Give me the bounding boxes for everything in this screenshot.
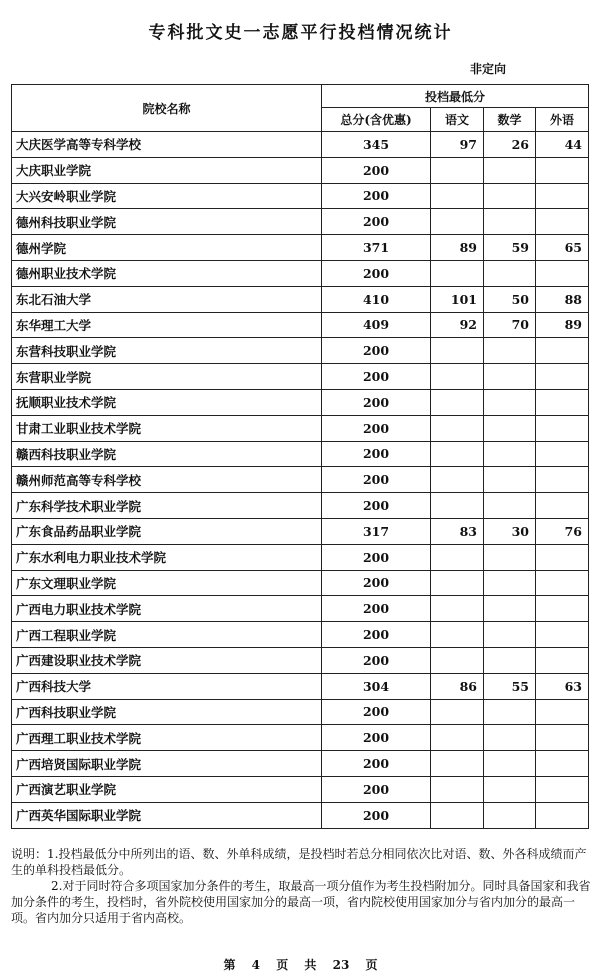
row-chinese-score bbox=[431, 389, 484, 415]
row-math-score bbox=[484, 493, 536, 519]
row-math-score bbox=[484, 544, 536, 570]
row-school-name: 广东科学技术职业学院 bbox=[12, 493, 322, 519]
table-row bbox=[12, 312, 589, 338]
table-row bbox=[12, 647, 589, 673]
row-total-score: 200 bbox=[322, 802, 431, 828]
row-chinese-score: 86 bbox=[431, 673, 484, 699]
row-math-score bbox=[484, 209, 536, 235]
row-total-score: 200 bbox=[322, 389, 431, 415]
header-min-score-group: 投档最低分 bbox=[322, 85, 589, 108]
row-chinese-score bbox=[431, 338, 484, 364]
row-total-score: 200 bbox=[322, 260, 431, 286]
row-chinese-score: 101 bbox=[431, 286, 484, 312]
row-foreign-score bbox=[536, 776, 589, 802]
row-foreign-score bbox=[536, 647, 589, 673]
footer-word-page-unit: 页 bbox=[276, 958, 289, 972]
table-row bbox=[12, 286, 589, 312]
row-total-score: 200 bbox=[322, 183, 431, 209]
row-foreign-score bbox=[536, 338, 589, 364]
row-total-score: 200 bbox=[322, 544, 431, 570]
row-chinese-score: 89 bbox=[431, 235, 484, 261]
table-row bbox=[12, 132, 589, 158]
row-chinese-score bbox=[431, 441, 484, 467]
row-chinese-score bbox=[431, 596, 484, 622]
table-row bbox=[12, 235, 589, 261]
table-row bbox=[12, 157, 589, 183]
row-math-score: 70 bbox=[484, 312, 536, 338]
row-chinese-score bbox=[431, 467, 484, 493]
table-row bbox=[12, 725, 589, 751]
footer-word-total: 共 bbox=[304, 958, 317, 972]
row-total-score: 410 bbox=[322, 286, 431, 312]
row-chinese-score bbox=[431, 209, 484, 235]
header-math: 数学 bbox=[484, 108, 536, 132]
row-chinese-score: 92 bbox=[431, 312, 484, 338]
row-total-score: 200 bbox=[322, 622, 431, 648]
row-foreign-score bbox=[536, 802, 589, 828]
table-row bbox=[12, 570, 589, 596]
table-row bbox=[12, 415, 589, 441]
row-math-score bbox=[484, 699, 536, 725]
page-footer bbox=[0, 956, 601, 973]
header-school-name: 院校名称 bbox=[12, 85, 322, 132]
row-foreign-score bbox=[536, 157, 589, 183]
row-chinese-score: 83 bbox=[431, 518, 484, 544]
table-row bbox=[12, 699, 589, 725]
row-foreign-score: 76 bbox=[536, 518, 589, 544]
row-total-score: 200 bbox=[322, 364, 431, 390]
row-school-name: 广东文理职业学院 bbox=[12, 570, 322, 596]
row-school-name: 德州职业技术学院 bbox=[12, 260, 322, 286]
row-total-score: 200 bbox=[322, 467, 431, 493]
row-foreign-score bbox=[536, 699, 589, 725]
row-school-name: 广东水利电力职业技术学院 bbox=[12, 544, 322, 570]
table-row bbox=[12, 673, 589, 699]
row-math-score bbox=[484, 389, 536, 415]
row-foreign-score bbox=[536, 751, 589, 777]
admission-score-table bbox=[11, 84, 589, 829]
row-total-score: 200 bbox=[322, 338, 431, 364]
row-school-name: 广西科技职业学院 bbox=[12, 699, 322, 725]
row-chinese-score bbox=[431, 157, 484, 183]
row-chinese-score: 97 bbox=[431, 132, 484, 158]
row-math-score bbox=[484, 467, 536, 493]
row-chinese-score bbox=[431, 493, 484, 519]
row-foreign-score: 88 bbox=[536, 286, 589, 312]
row-foreign-score bbox=[536, 260, 589, 286]
row-school-name: 东营科技职业学院 bbox=[12, 338, 322, 364]
row-total-score: 200 bbox=[322, 699, 431, 725]
row-foreign-score bbox=[536, 493, 589, 519]
row-school-name: 甘肃工业职业技术学院 bbox=[12, 415, 322, 441]
row-school-name: 东北石油大学 bbox=[12, 286, 322, 312]
table-row bbox=[12, 776, 589, 802]
row-total-score: 200 bbox=[322, 751, 431, 777]
row-math-score bbox=[484, 647, 536, 673]
footer-page-number: 4 bbox=[251, 958, 261, 972]
table-row bbox=[12, 441, 589, 467]
row-total-score: 200 bbox=[322, 725, 431, 751]
table-row bbox=[12, 802, 589, 828]
table-row bbox=[12, 493, 589, 519]
row-chinese-score bbox=[431, 364, 484, 390]
row-total-score: 200 bbox=[322, 493, 431, 519]
row-foreign-score bbox=[536, 570, 589, 596]
row-foreign-score bbox=[536, 441, 589, 467]
row-school-name: 广西工程职业学院 bbox=[12, 622, 322, 648]
table-body bbox=[12, 132, 589, 829]
table-row bbox=[12, 518, 589, 544]
page-title: 专科批文史一志愿平行投档情况统计 bbox=[148, 23, 453, 43]
header-foreign-language: 外语 bbox=[536, 108, 589, 132]
row-math-score bbox=[484, 776, 536, 802]
row-chinese-score bbox=[431, 622, 484, 648]
row-math-score bbox=[484, 415, 536, 441]
row-school-name: 广东食品药品职业学院 bbox=[12, 518, 322, 544]
row-chinese-score bbox=[431, 183, 484, 209]
row-chinese-score bbox=[431, 751, 484, 777]
row-math-score bbox=[484, 364, 536, 390]
row-total-score: 345 bbox=[322, 132, 431, 158]
row-math-score bbox=[484, 751, 536, 777]
row-foreign-score bbox=[536, 544, 589, 570]
row-school-name: 赣西科技职业学院 bbox=[12, 441, 322, 467]
row-school-name: 大庆医学高等专科学校 bbox=[12, 132, 322, 158]
notes-section bbox=[11, 846, 591, 926]
table-row bbox=[12, 596, 589, 622]
table-row bbox=[12, 183, 589, 209]
row-foreign-score bbox=[536, 364, 589, 390]
row-foreign-score: 63 bbox=[536, 673, 589, 699]
row-school-name: 广西科技大学 bbox=[12, 673, 322, 699]
row-chinese-score bbox=[431, 802, 484, 828]
row-foreign-score bbox=[536, 183, 589, 209]
row-math-score: 30 bbox=[484, 518, 536, 544]
row-total-score: 304 bbox=[322, 673, 431, 699]
row-foreign-score: 65 bbox=[536, 235, 589, 261]
row-school-name: 广西英华国际职业学院 bbox=[12, 802, 322, 828]
row-school-name: 广西培贤国际职业学院 bbox=[12, 751, 322, 777]
row-chinese-score bbox=[431, 776, 484, 802]
header-chinese: 语文 bbox=[431, 108, 484, 132]
row-math-score bbox=[484, 441, 536, 467]
row-total-score: 200 bbox=[322, 596, 431, 622]
subtitle-label: 非定向 bbox=[470, 62, 507, 76]
row-math-score bbox=[484, 802, 536, 828]
row-school-name: 东营职业学院 bbox=[12, 364, 322, 390]
row-math-score: 50 bbox=[484, 286, 536, 312]
row-foreign-score bbox=[536, 389, 589, 415]
row-school-name: 广西建设职业技术学院 bbox=[12, 647, 322, 673]
row-total-score: 200 bbox=[322, 209, 431, 235]
footer-word-total-unit: 页 bbox=[365, 958, 378, 972]
row-total-score: 200 bbox=[322, 157, 431, 183]
row-school-name: 东华理工大学 bbox=[12, 312, 322, 338]
table-row bbox=[12, 338, 589, 364]
row-math-score bbox=[484, 622, 536, 648]
row-total-score: 200 bbox=[322, 441, 431, 467]
row-school-name: 广西理工职业技术学院 bbox=[12, 725, 322, 751]
row-school-name: 大兴安岭职业学院 bbox=[12, 183, 322, 209]
row-total-score: 200 bbox=[322, 415, 431, 441]
row-math-score bbox=[484, 725, 536, 751]
row-chinese-score bbox=[431, 415, 484, 441]
table-row bbox=[12, 260, 589, 286]
row-math-score bbox=[484, 338, 536, 364]
row-total-score: 200 bbox=[322, 570, 431, 596]
row-foreign-score bbox=[536, 622, 589, 648]
row-school-name: 广西电力职业技术学院 bbox=[12, 596, 322, 622]
row-math-score: 26 bbox=[484, 132, 536, 158]
row-math-score: 59 bbox=[484, 235, 536, 261]
row-foreign-score bbox=[536, 467, 589, 493]
row-school-name: 抚顺职业技术学院 bbox=[12, 389, 322, 415]
row-math-score: 55 bbox=[484, 673, 536, 699]
header-total-score: 总分(含优惠) bbox=[322, 108, 431, 132]
row-total-score: 200 bbox=[322, 647, 431, 673]
row-school-name: 广西演艺职业学院 bbox=[12, 776, 322, 802]
row-school-name: 德州学院 bbox=[12, 235, 322, 261]
footer-total-pages: 23 bbox=[332, 958, 350, 972]
row-total-score: 317 bbox=[322, 518, 431, 544]
table-row bbox=[12, 209, 589, 235]
row-total-score: 409 bbox=[322, 312, 431, 338]
row-chinese-score bbox=[431, 647, 484, 673]
table-row bbox=[12, 364, 589, 390]
row-total-score: 371 bbox=[322, 235, 431, 261]
row-school-name: 赣州师范高等专科学校 bbox=[12, 467, 322, 493]
row-math-score bbox=[484, 596, 536, 622]
row-school-name: 大庆职业学院 bbox=[12, 157, 322, 183]
row-chinese-score bbox=[431, 570, 484, 596]
table-row bbox=[12, 622, 589, 648]
row-math-score bbox=[484, 260, 536, 286]
row-foreign-score bbox=[536, 209, 589, 235]
table-row bbox=[12, 751, 589, 777]
footer-word-page: 第 bbox=[223, 958, 236, 972]
row-foreign-score: 44 bbox=[536, 132, 589, 158]
table-row bbox=[12, 389, 589, 415]
row-math-score bbox=[484, 157, 536, 183]
table-row bbox=[12, 467, 589, 493]
row-school-name: 德州科技职业学院 bbox=[12, 209, 322, 235]
row-foreign-score bbox=[536, 415, 589, 441]
row-chinese-score bbox=[431, 260, 484, 286]
row-chinese-score bbox=[431, 725, 484, 751]
row-math-score bbox=[484, 570, 536, 596]
table-row bbox=[12, 544, 589, 570]
row-math-score bbox=[484, 183, 536, 209]
row-foreign-score: 89 bbox=[536, 312, 589, 338]
row-chinese-score bbox=[431, 544, 484, 570]
row-total-score: 200 bbox=[322, 776, 431, 802]
row-chinese-score bbox=[431, 699, 484, 725]
note-line-1: 说明：1.投档最低分中所列出的语、数、外单科成绩，是投档时若总分相同依次比对语、数、外各科成绩而产生的单科投档最低分。 bbox=[11, 847, 587, 877]
row-foreign-score bbox=[536, 725, 589, 751]
note-line-2: 2.对于同时符合多项国家加分条件的考生，取最高一项分值作为考生投档附加分。同时具备国家和我省加分条件的考生，投档时，省外院校使用国家加分的最高一项，省内院校使用国家加分与省内加分的最高一项。省内加分只适用于省内高校。 bbox=[11, 879, 591, 925]
row-foreign-score bbox=[536, 596, 589, 622]
